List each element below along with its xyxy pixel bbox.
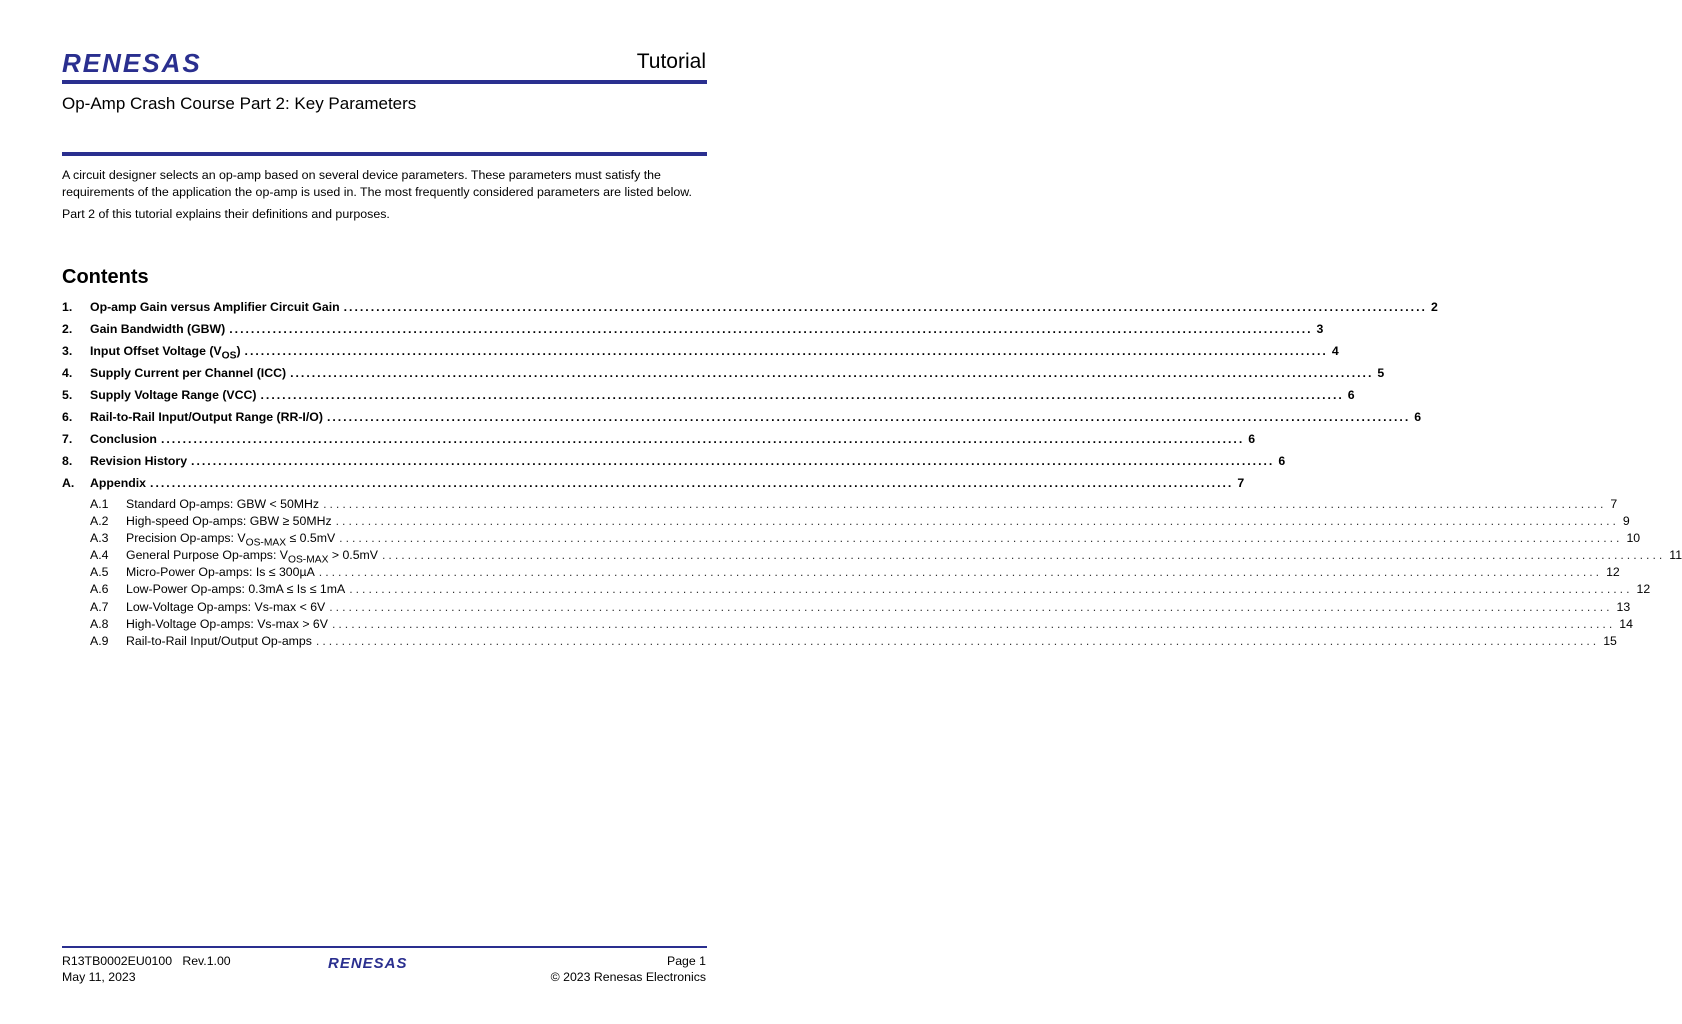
toc-entry-page: 2 (1430, 300, 1438, 314)
toc-leader-dots: ........................................................................................................................................................................................................ (290, 366, 1374, 380)
toc-entry-title: Low-Voltage Op-amps: Vs-max < 6V (126, 599, 326, 614)
title-rule (62, 152, 707, 156)
toc-entry-number: 5. (62, 388, 73, 402)
toc-leader-dots: ........................................................................................................................................................................................................ (191, 454, 1275, 468)
renesas-footer-logo: RENESAS (328, 955, 408, 972)
toc-leader-dots: ........................................................................................................................................................................................................ (329, 599, 1613, 614)
toc-entry-number: A.6 (90, 582, 109, 597)
toc-entry-page: 6 (1248, 432, 1256, 446)
toc-entry-title: High-Voltage Op-amps: Vs-max > 6V (126, 616, 328, 631)
toc-entry-page: 9 (1622, 514, 1630, 529)
toc-entry[interactable] (62, 364, 1385, 386)
toc-entry-title: Op-amp Gain versus Amplifier Circuit Gain (90, 300, 340, 314)
toc-entry-page: 15 (1603, 633, 1617, 648)
toc-entry-page: 14 (1619, 616, 1633, 631)
toc-entry-number: A.9 (90, 633, 109, 648)
toc-entry-title: Rail-to-Rail Input/Output Range (RR-I/O) (90, 410, 323, 424)
toc-entry-number: 7. (62, 432, 73, 446)
toc-entry-number: 1. (62, 300, 73, 314)
toc-entry[interactable] (62, 474, 1245, 496)
toc-leader-dots: ........................................................................................................................................................................................................ (244, 344, 1328, 358)
toc-entry-number: 8. (62, 454, 73, 468)
toc-leader-dots: ........................................................................................................................................................................................................ (318, 565, 1603, 580)
revision-label: Rev.1.00 (182, 954, 231, 968)
toc-entry-page: 6 (1278, 454, 1286, 468)
toc-leader-dots: ........................................................................................................................................................................................................ (315, 633, 1600, 648)
toc-entry-title: Rail-to-Rail Input/Output Op-amps (126, 633, 312, 648)
toc-entry[interactable] (62, 386, 1355, 408)
toc-entry[interactable] (62, 298, 1438, 320)
toc-entry[interactable] (62, 599, 1631, 616)
toc-leader-dots: ........................................................................................................................................................................................................ (335, 514, 1619, 529)
toc-entry-title: Gain Bandwidth (GBW) (90, 322, 226, 336)
toc-entry-number: 4. (62, 366, 73, 380)
toc-entry-page: 6 (1414, 410, 1422, 424)
toc-entry[interactable] (62, 616, 1633, 633)
toc-entry-number: 6. (62, 410, 73, 424)
intro-section (62, 167, 706, 229)
toc-leader-dots: ........................................................................................................................................................................................................ (150, 476, 1234, 490)
toc-entry-number: 3. (62, 344, 73, 358)
toc-entry-title: Supply Current per Channel (ICC) (90, 366, 287, 380)
toc-entry-number: A.8 (90, 616, 109, 631)
toc-entry-page: 11 (1669, 548, 1682, 563)
header-rule (62, 80, 707, 84)
document-type-label: Tutorial (636, 50, 706, 73)
toc-entry[interactable] (62, 581, 1651, 598)
toc-entry[interactable] (62, 320, 1324, 342)
toc-entry[interactable] (62, 547, 1682, 566)
toc-leader-dots: ........................................................................................................................................................................................................ (160, 432, 1245, 446)
document-number: R13TB0002EU0100 (62, 954, 173, 968)
toc-entry-title: High-speed Op-amps: GBW ≥ 50MHz (126, 514, 332, 529)
toc-entry-page: 3 (1316, 322, 1324, 336)
toc-entry-title: Supply Voltage Range (VCC) (90, 388, 257, 402)
toc-leader-dots: ........................................................................................................................................................................................................ (343, 300, 1427, 314)
document-date: May 11, 2023 (62, 969, 136, 984)
footer-right (551, 954, 706, 985)
toc-leader-dots: ........................................................................................................................................................................................................ (260, 388, 1344, 402)
toc-leader-dots: ........................................................................................................................................................................................................ (331, 616, 1616, 631)
copyright-notice: © 2023 Renesas Electronics (550, 969, 706, 984)
toc-entry-number: A.4 (90, 548, 109, 563)
contents-heading: Contents (62, 266, 149, 288)
intro-paragraph: A circuit designer selects an op-amp based on several device parameters. These parameters must satisfy the requirements of the application the op-amp is used in. The most frequently considered parameters are listed below. (62, 168, 692, 199)
toc-entry[interactable] (62, 408, 1422, 430)
toc-entry-page: 4 (1331, 344, 1339, 358)
toc-entry-title: Appendix (90, 476, 147, 490)
toc-entry[interactable] (62, 513, 1630, 530)
toc-entry[interactable] (62, 564, 1620, 581)
toc-entry-title: Precision Op-amps: $V_{OS-MAX} \le 0.5mV$ (126, 531, 336, 549)
toc-entry-number: A.2 (90, 514, 109, 529)
toc-entry-title: Revision History (90, 454, 188, 468)
toc-leader-dots: ........................................................................................................................................................................................................ (382, 548, 1666, 563)
intro-paragraph: Part 2 of this tutorial explains their definitions and purposes. (62, 207, 390, 221)
toc-entry[interactable] (62, 633, 1617, 650)
footer-left (62, 954, 231, 985)
toc-entry-number: A.1 (90, 497, 109, 511)
toc-entry-page: 12 (1606, 565, 1620, 580)
toc-entry-page: 13 (1616, 599, 1631, 614)
page-number: Page 1 (667, 954, 706, 968)
toc-entry-number: A. (62, 476, 75, 490)
toc-entry-page: 6 (1347, 388, 1355, 402)
toc-entry[interactable] (62, 530, 1641, 549)
document-title: Op-Amp Crash Course Part 2: Key Parameters (62, 94, 417, 113)
toc-leader-dots: ........................................................................................................................................................................................................ (323, 497, 1607, 511)
toc-entry-page: 7 (1610, 497, 1618, 511)
footer-rule (62, 946, 707, 948)
toc-entry[interactable] (62, 496, 1618, 513)
renesas-logo: RENESAS (62, 48, 202, 78)
toc-entry-page: 5 (1377, 366, 1385, 380)
toc-entry-title: General Purpose Op-amps: $V_{OS-MAX} > 0.5mV$ (126, 548, 378, 566)
toc-entry-number: A.3 (90, 531, 109, 546)
toc-entry-page: 7 (1237, 476, 1245, 490)
table-of-contents (62, 298, 1682, 650)
toc-entry[interactable] (62, 342, 1339, 364)
toc-entry-number: 2. (62, 322, 73, 336)
toc-entry-title: Micro-Power Op-amps: Is ≤ 300µA (126, 565, 315, 580)
toc-entry-number: A.7 (90, 599, 109, 614)
toc-entry-title: Standard Op-amps: GBW < 50MHz (126, 497, 320, 511)
toc-entry[interactable] (62, 452, 1286, 474)
toc-leader-dots: ........................................................................................................................................................................................................ (229, 322, 1313, 336)
toc-entry-title: Low-Power Op-amps: 0.3mA ≤ Is ≤ 1mA (126, 582, 346, 597)
toc-entry-number: A.5 (90, 565, 109, 580)
toc-entry-page: 10 (1626, 531, 1641, 546)
toc-entry-title: Conclusion (90, 432, 157, 446)
toc-leader-dots: ........................................................................................................................................................................................................ (349, 582, 1633, 597)
toc-leader-dots: ........................................................................................................................................................................................................ (326, 410, 1411, 424)
toc-entry-title: Input Offset Voltage $(V_{OS})$ (90, 344, 241, 362)
toc-entry-page: 12 (1636, 582, 1651, 597)
toc-entry[interactable] (62, 430, 1256, 452)
toc-leader-dots: ........................................................................................................................................................................................................ (339, 531, 1623, 546)
